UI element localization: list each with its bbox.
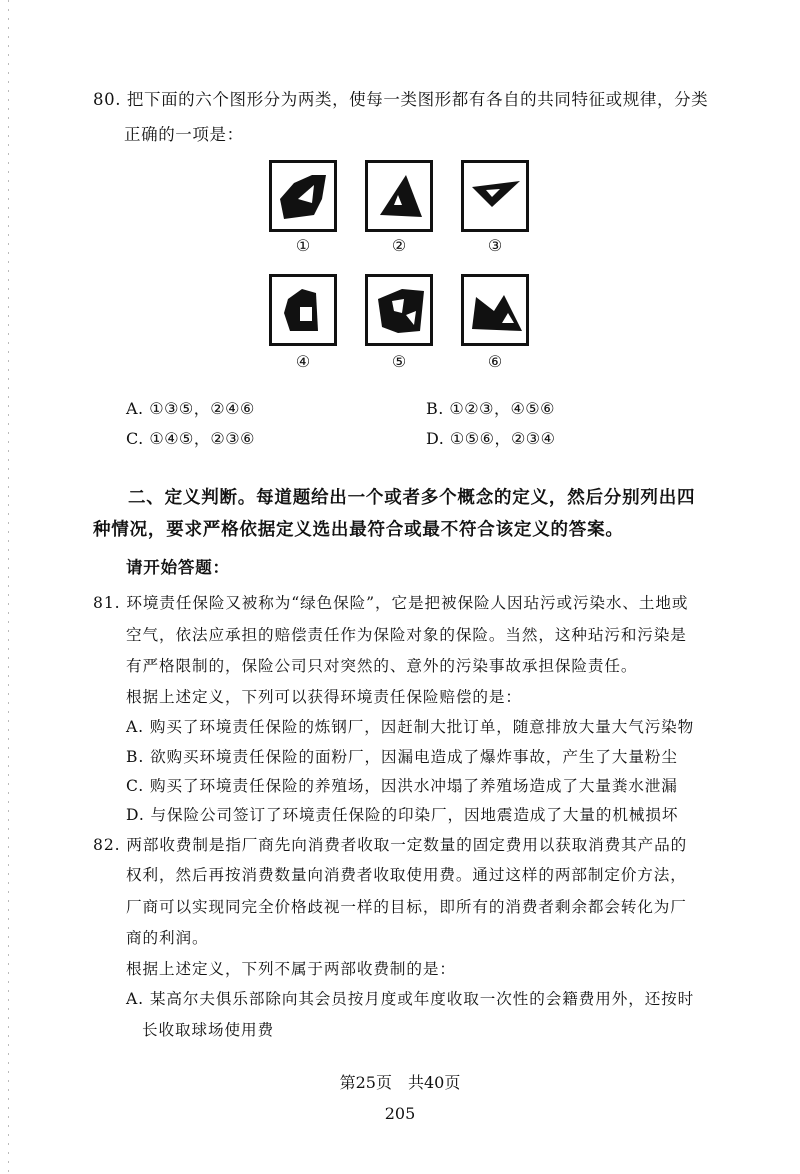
q81-stem-line2: 空气，依法应承担的赔偿责任作为保险对象的保险。当然，这种玷污和污染是 bbox=[126, 626, 687, 644]
q82-stem-line2: 权利，然后再按消费数量向消费者收取使用费。通过这样的两部制定价方法， bbox=[126, 866, 687, 884]
section2-heading-line2: 种情况，要求严格依据定义选出最符合或最不符合该定义的答案。 bbox=[93, 520, 624, 540]
q81-stem-line1: 81. 环境责任保险又被称为“绿色保险”，它是把被保险人因玷污或污染水、土地或 bbox=[93, 594, 689, 612]
figure-3 bbox=[461, 160, 529, 232]
q81-option-d: D. 与保险公司签订了环境责任保险的印染厂，因地震造成了大量的机械损坏 bbox=[126, 806, 679, 824]
q82-prompt: 根据上述定义，下列不属于两部收费制的是： bbox=[126, 960, 456, 978]
figure-4 bbox=[269, 274, 337, 346]
figure-6 bbox=[461, 274, 529, 346]
figure-label-3: ③ bbox=[487, 236, 503, 255]
q80-option-d: D. ①⑤⑥，②③④ bbox=[426, 429, 556, 448]
page-number: 205 bbox=[384, 1104, 416, 1123]
figure-label-6: ⑥ bbox=[487, 352, 503, 371]
q81-option-b: B. 欲购买环境责任保险的面粉厂，因漏电造成了爆炸事故，产生了大量粉尘 bbox=[126, 748, 678, 766]
q82-option-a-line1: A. 某高尔夫俱乐部除向其会员按月度或年度收取一次性的会籍费用外，还按时 bbox=[126, 990, 695, 1008]
figure-1 bbox=[269, 160, 337, 232]
q80-stem-line2: 正确的一项是： bbox=[124, 125, 244, 144]
figure-label-4: ④ bbox=[295, 352, 311, 371]
section2-heading-line1: 二、定义判断。每道题给出一个或者多个概念的定义，然后分别列出四 bbox=[128, 488, 696, 508]
figure-2 bbox=[365, 160, 433, 232]
figure-label-1: ① bbox=[295, 236, 311, 255]
figure-label-5: ⑤ bbox=[391, 352, 407, 371]
q82-stem-line3: 厂商可以实现同完全价格歧视一样的目标，即所有的消费者剩余都会转化为厂 bbox=[126, 898, 687, 916]
section2-start-prompt: 请开始答题： bbox=[126, 558, 230, 577]
q80-option-b: B. ①②③，④⑤⑥ bbox=[426, 399, 555, 418]
q81-stem-line3: 有严格限制的，保险公司只对突然的、意外的污染事故承担保险责任。 bbox=[126, 657, 638, 675]
q82-stem-line4: 商的利润。 bbox=[126, 929, 209, 947]
q82-stem-line1: 82. 两部收费制是指厂商先向消费者收取一定数量的固定费用以获取消费其产品的 bbox=[93, 836, 688, 854]
q81-prompt: 根据上述定义，下列可以获得环境责任保险赔偿的是： bbox=[126, 688, 522, 706]
figure-label-2: ② bbox=[391, 236, 407, 255]
q81-option-a: A. 购买了环境责任保险的炼钢厂，因赶制大批订单，随意排放大量大气污染物 bbox=[126, 718, 695, 736]
q82-option-a-line2: 长收取球场使用费 bbox=[142, 1021, 274, 1039]
q81-option-c: C. 购买了环境责任保险的养殖场，因洪水冲塌了养殖场造成了大量粪水泄漏 bbox=[126, 777, 678, 795]
page-indicator: 第25页 共40页 bbox=[339, 1073, 461, 1092]
q80-stem-line1: 80. 把下面的六个图形分为两类，使每一类图形都有各自的共同特征或规律，分类 bbox=[93, 90, 709, 109]
figure-5 bbox=[365, 274, 433, 346]
q80-option-a: A. ①③⑤，②④⑥ bbox=[126, 399, 255, 418]
binding-margin-dots bbox=[8, 0, 9, 1174]
q80-option-c: C. ①④⑤，②③⑥ bbox=[126, 429, 255, 448]
